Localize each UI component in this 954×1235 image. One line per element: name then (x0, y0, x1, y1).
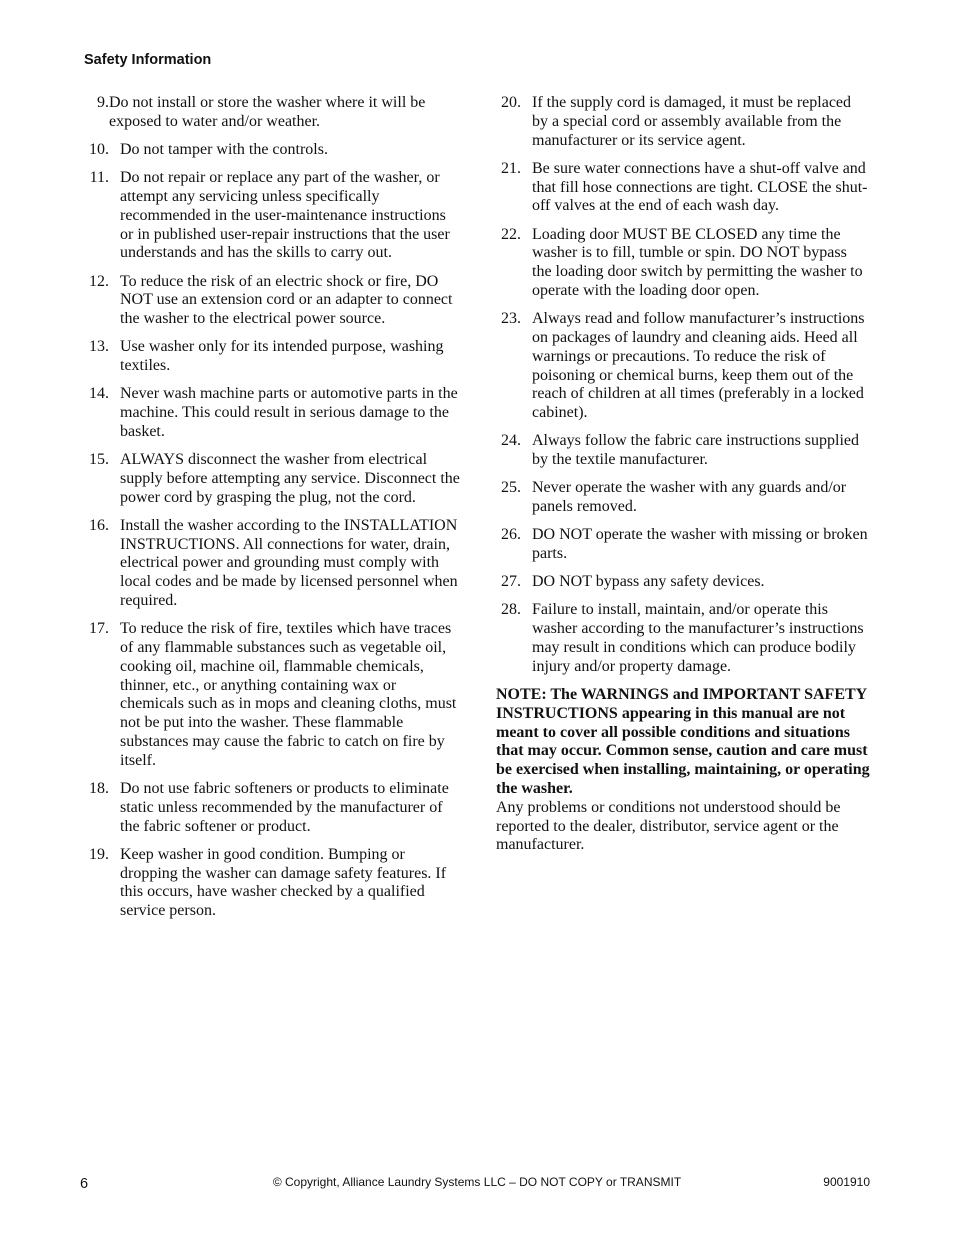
closing-paragraph: Any problems or conditions not understood should be reported to the dealer, distributor, service agent or the manufacturer. (496, 798, 841, 854)
list-item (84, 273, 460, 329)
document-number: 9001910 (823, 1175, 870, 1189)
item-number: 25. (501, 479, 521, 497)
list-item (84, 141, 460, 160)
item-number: 27. (501, 573, 521, 591)
item-text: Use washer only for its intended purpose, washing textiles. (120, 338, 444, 375)
copyright-notice: © Copyright, Alliance Laundry Systems LLC – DO NOT COPY or TRANSMIT (272, 1175, 682, 1189)
list-item (496, 526, 870, 564)
section-title: Safety Information (84, 52, 212, 68)
item-number: 18. (89, 780, 109, 798)
item-text: To reduce the risk of fire, textiles which have traces of any flammable substances such as vegetable oil, cooking oil, machine oil, flammable chemicals, thinner, etc., or anything containing wax or chemicals such as in mops and cleaning cloths, must not be put into the washer. These flammable substances may cause the fabric to catch on fire by itself. (120, 620, 457, 769)
list-item (84, 780, 460, 836)
item-number: 21. (501, 159, 521, 177)
item-text: Never wash machine parts or automotive parts in the machine. This could result in serious damage to the basket. (120, 385, 458, 440)
item-text: If the supply cord is damaged, it must be replaced by a special cord or assembly available from the manufacturer or its service agent. (532, 94, 852, 149)
item-text: To reduce the risk of an electric shock or fire, DO NOT use an extension cord or an adapter to connect the washer to the electrical power source. (120, 272, 453, 328)
item-number: 28. (501, 601, 521, 619)
list-item (496, 601, 870, 676)
item-number: 15. (89, 451, 109, 469)
item-text: Never operate the washer with any guards and/or panels removed. (532, 479, 847, 516)
item-text: DO NOT bypass any safety devices. (532, 573, 765, 591)
item-text: Loading door MUST BE CLOSED any time the washer is to fill, tumble or spin. DO NOT bypass the loading door switch by permitting the washer to operate with the loading door open. (532, 225, 863, 299)
list-item (496, 94, 870, 150)
item-text: Install the washer according to the INSTALLATION INSTRUCTIONS. All connections for water, drain, electrical power and grounding must comply with local codes and be made by licensed personnel when required. (120, 516, 458, 610)
item-text: Do not repair or replace any part of the washer, or attempt any servicing unless specifically recommended in the user-maintenance instructions or in published user-repair instructions that the user understands and has the skills to carry out. (120, 169, 450, 262)
item-text: DO NOT operate the washer with missing or broken parts. (532, 526, 868, 563)
list-item (84, 517, 460, 611)
list-item (84, 846, 460, 921)
item-text: Always follow the fabric care instructions supplied by the textile manufacturer. (532, 432, 860, 469)
list-item (84, 338, 460, 376)
list-item (84, 620, 460, 770)
item-number: 23. (501, 310, 521, 328)
item-number: 14. (89, 385, 109, 403)
safety-note: NOTE: The WARNINGS and IMPORTANT SAFETY INSTRUCTIONS appearing in this manual are not meant to cover all possible conditions and situations that may occur. Common sense, caution and care must be exercised when installing, maintaining, or operating the washer. (496, 686, 870, 798)
list-item (84, 451, 460, 507)
item-text: Do not tamper with the controls. (120, 140, 328, 158)
list-item (84, 94, 460, 132)
item-text: ALWAYS disconnect the washer from electrical supply before attempting any service. Disconnect the power cord by grasping the plug, not the cord. (120, 451, 460, 506)
list-item (496, 573, 870, 592)
item-text: Keep washer in good condition. Bumping or dropping the washer can damage safety features. If this occurs, have washer checked by a qualified service person. (120, 845, 447, 920)
item-text: Failure to install, maintain, and/or operate this washer according to the manufacturer’s instructions may result in conditions which can produce bodily injury and/or property damage. (532, 601, 864, 675)
item-text: Always read and follow manufacturer’s instructions on packages of laundry and cleaning aids. Heed all warnings or precautions. To reduce the risk of poisoning or chemical burns, keep them out of the reach of children at all times (preferably in a locked cabinet). (532, 310, 865, 422)
item-text: Do not install or store the washer where it will be exposed to water and/or weather. (109, 94, 426, 130)
item-number: 26. (501, 526, 521, 544)
item-number: 24. (501, 432, 521, 450)
item-number: 12. (89, 272, 109, 290)
item-number: 16. (89, 516, 109, 534)
item-number: 13. (89, 338, 109, 356)
list-item (496, 432, 870, 470)
item-number: 19. (89, 845, 109, 863)
item-number: 9. (97, 94, 109, 111)
page-number: 6 (80, 1176, 89, 1192)
list-item (496, 160, 870, 216)
right-column (496, 94, 870, 855)
list-item (496, 310, 870, 423)
list-item (496, 226, 870, 301)
item-text: Be sure water connections have a shut-off valve and that fill hose connections are tight. CLOSE the shut-off valves at the end of each wash day. (532, 159, 868, 215)
item-number: 22. (501, 225, 521, 243)
item-number: 11. (89, 169, 109, 187)
item-number: 10. (89, 140, 109, 158)
list-item (496, 479, 870, 517)
list-item (84, 169, 460, 263)
item-number: 17. (89, 620, 109, 638)
left-column (84, 94, 460, 930)
item-text: Do not use fabric softeners or products to eliminate static unless recommended by the manufacturer of the fabric softener or product. (120, 780, 449, 835)
list-item (84, 385, 460, 441)
item-number: 20. (501, 94, 521, 111)
